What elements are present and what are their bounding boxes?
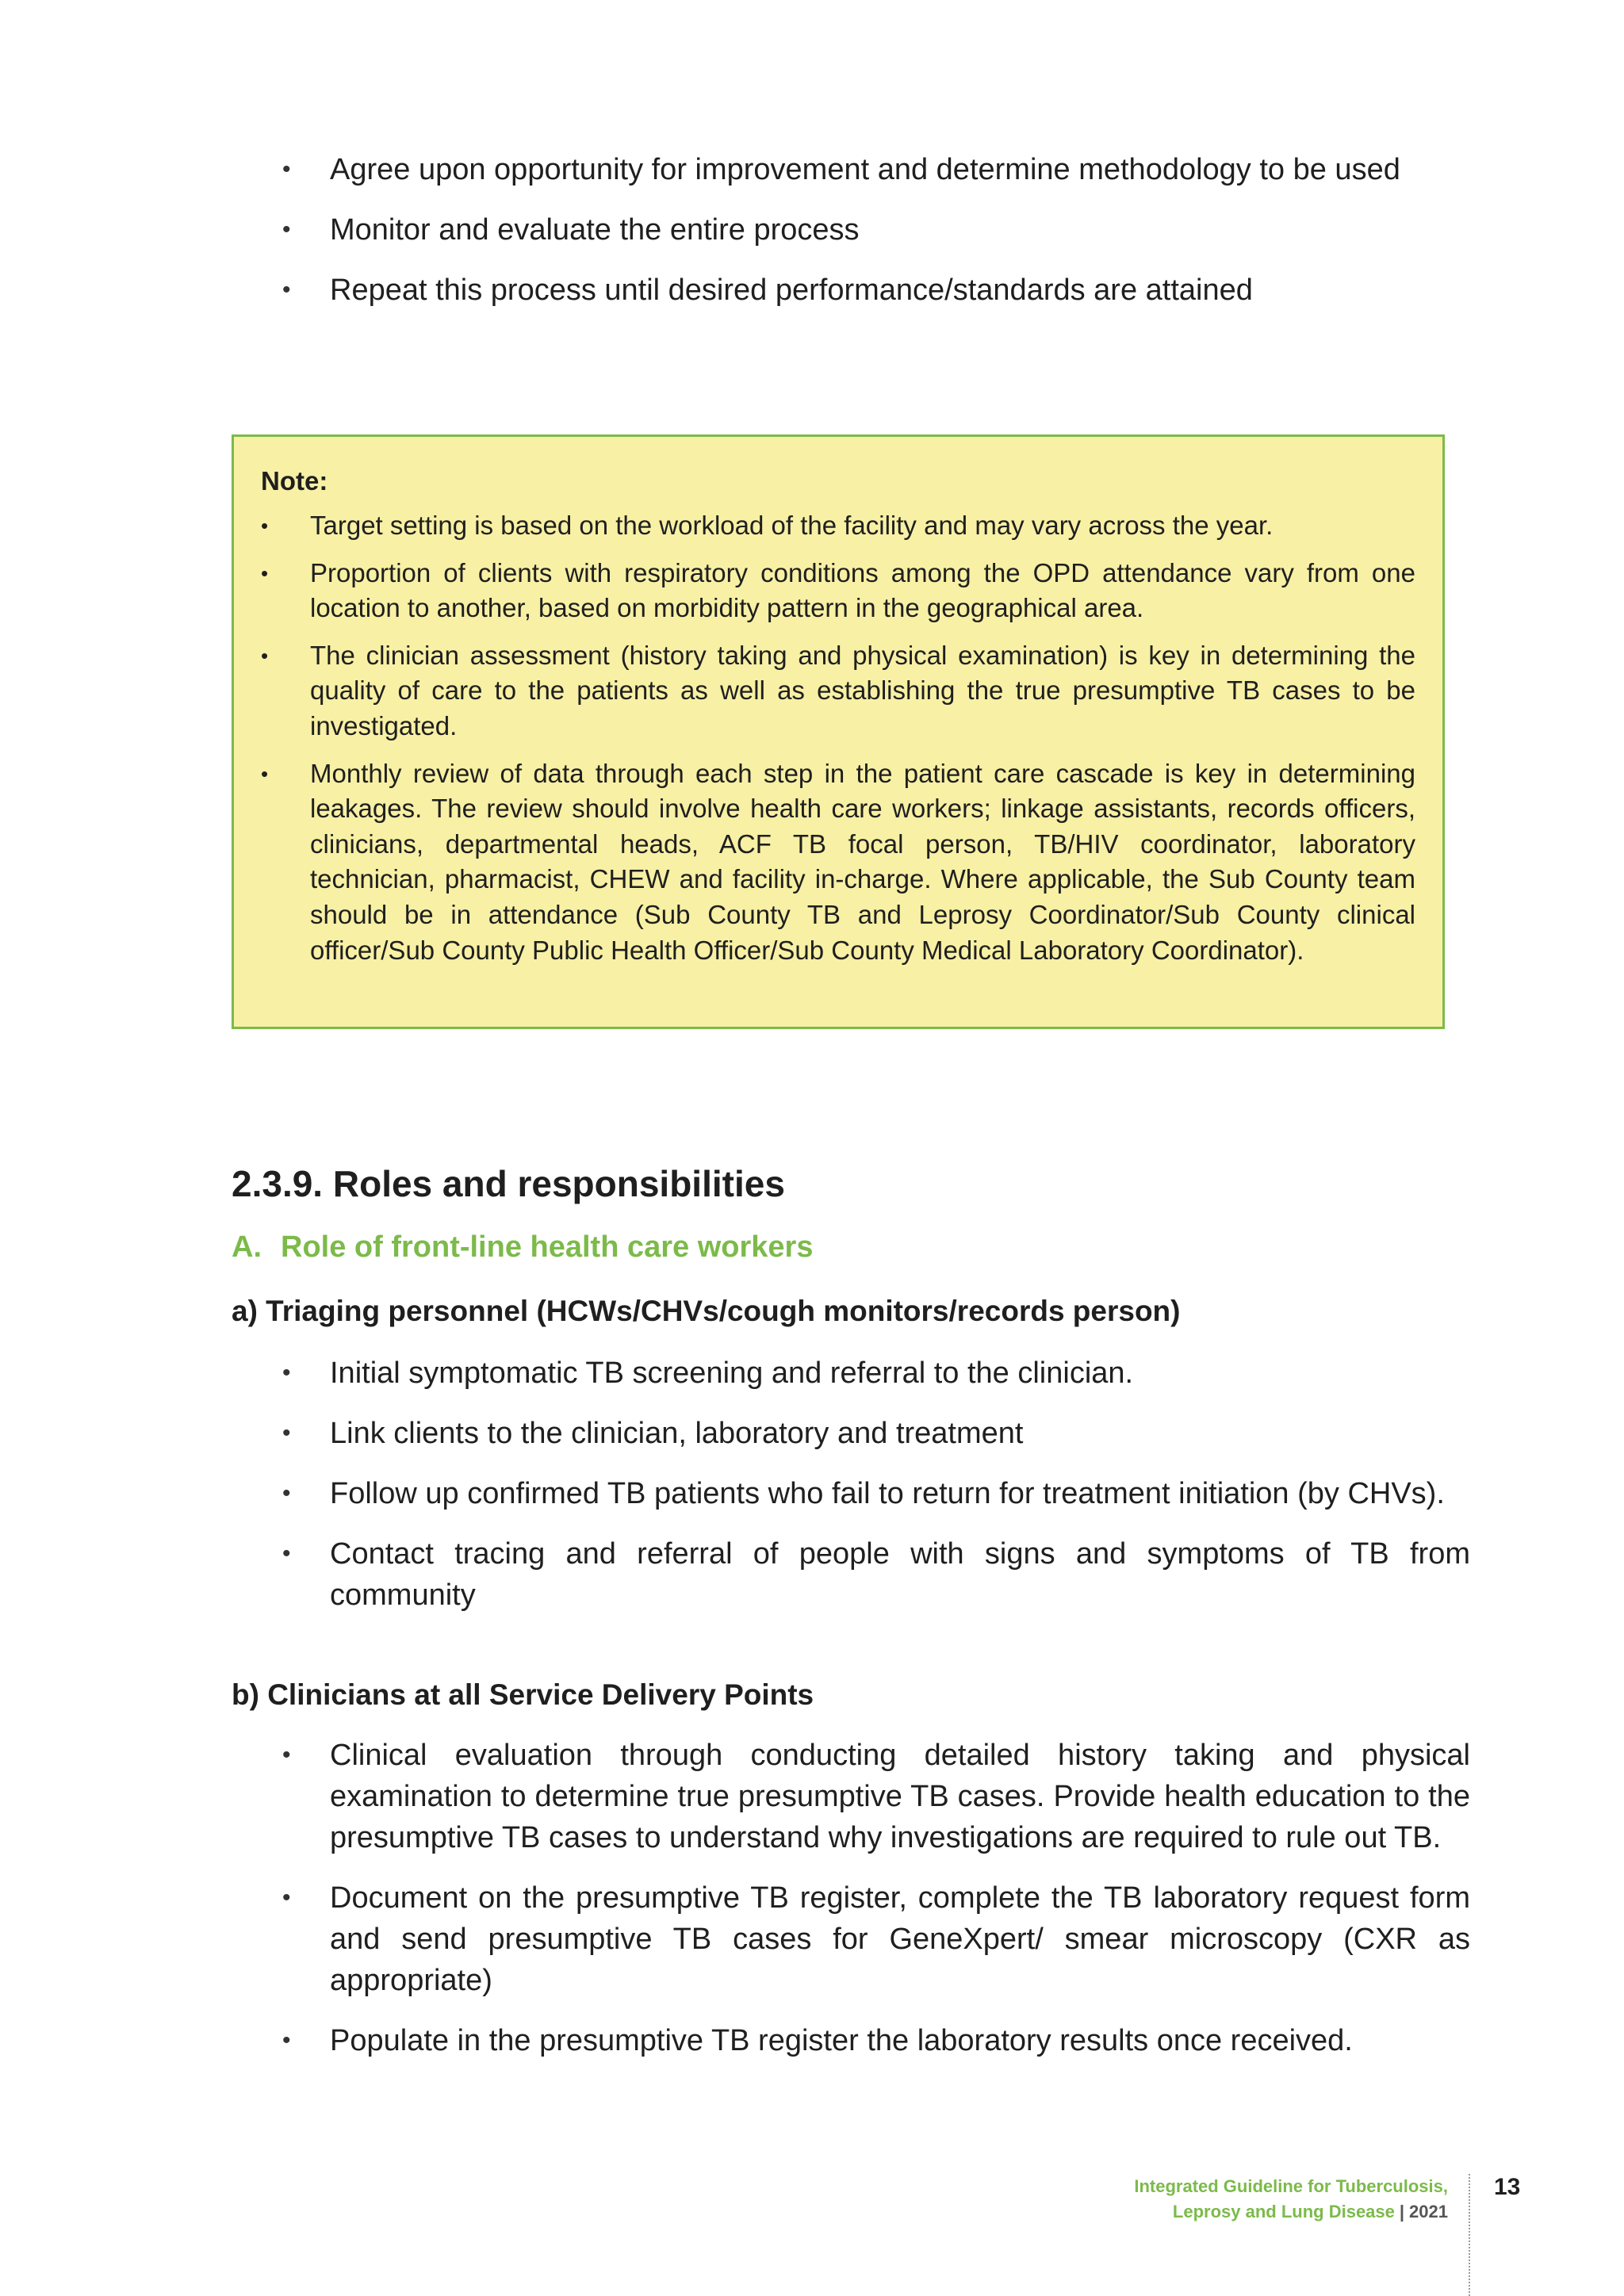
page-number: 13 bbox=[1494, 2174, 1521, 2200]
note-title: Note: bbox=[261, 466, 328, 496]
bullet-icon: • bbox=[282, 1885, 291, 1911]
note-item: • Target setting is based on the workload of the facility and may vary across the year. bbox=[261, 508, 1415, 544]
bullet-icon: • bbox=[261, 561, 269, 585]
list-item: • Populate in the presumptive TB register the laboratory results once received. bbox=[276, 2020, 1470, 2061]
group-title-clinicians: b) Clinicians at all Service Delivery Points bbox=[232, 1678, 814, 1711]
list-item: • Clinical evaluation through conducting detailed history taking and physical examination to determine true presumptive TB cases. Provide health education to the presumptive TB cases to understand why investigations are required to rule out TB. bbox=[276, 1735, 1470, 1858]
list-item: • Initial symptomatic TB screening and referral to the clinician. bbox=[276, 1353, 1470, 1394]
bullet-icon: • bbox=[261, 514, 269, 538]
sub-heading-text: Role of front-line health care workers bbox=[281, 1230, 814, 1264]
list-item: • Monitor and evaluate the entire process bbox=[276, 209, 1470, 251]
list-item: • Document on the presumptive TB register, complete the TB laboratory request form and send presumptive TB cases for GeneXpert/ smear microscopy (CXR as appropriate) bbox=[276, 1877, 1470, 2001]
footer-divider bbox=[1469, 2174, 1470, 2296]
section-heading: 2.3.9. Roles and responsibilities bbox=[232, 1163, 785, 1204]
note-list bbox=[261, 508, 1415, 968]
note-item: • Monthly review of data through each step in the patient care cascade is key in determining leakages. The review should involve health care workers; linkage assistants, records officers, clinicians, departmental heads, ACF TB focal person, TB/HIV coordinator, laboratory technician, pharmacist, CHEW and facility in-charge. Where applicable, the Sub County team should be in attendance (Sub County TB and Leprosy Coordinator/Sub County clinical officer/Sub County Public Health Officer/Sub County Medical Laboratory Coordinator). bbox=[261, 756, 1415, 969]
bullet-icon: • bbox=[282, 2027, 291, 2053]
bullet-icon: • bbox=[282, 1360, 291, 1386]
footer-title-line2: Leprosy and Lung Disease | 2021 bbox=[1172, 2202, 1448, 2221]
bullet-icon: • bbox=[282, 216, 291, 243]
list-item: • Agree upon opportunity for improvement and determine methodology to be used bbox=[276, 149, 1470, 190]
list-item: • Contact tracing and referral of people with signs and symptoms of TB from community bbox=[276, 1533, 1470, 1616]
group-title-triaging: a) Triaging personnel (HCWs/CHVs/cough monitors/records person) bbox=[232, 1295, 1181, 1327]
running-footer bbox=[952, 2174, 1448, 2225]
bullet-icon: • bbox=[261, 761, 269, 786]
bullet-icon: • bbox=[261, 643, 269, 668]
list-item: • Follow up confirmed TB patients who fail to return for treatment initiation (by CHVs). bbox=[276, 1473, 1470, 1514]
clinicians-list bbox=[276, 1735, 1470, 2080]
bullet-icon: • bbox=[282, 277, 291, 303]
bullet-icon: • bbox=[282, 1742, 291, 1768]
footer-separator: | bbox=[1399, 2202, 1405, 2221]
triaging-list bbox=[276, 1353, 1470, 1635]
bullet-icon: • bbox=[282, 1540, 291, 1567]
sub-heading-letter: A. bbox=[232, 1230, 262, 1264]
note-item: • Proportion of clients with respiratory conditions among the OPD attendance vary from one location to another, based on morbidity pattern in the geographical area. bbox=[261, 556, 1415, 626]
note-item: • The clinician assessment (history taking and physical examination) is key in determining the quality of care to the patients as well as establishing the true presumptive TB cases to be investigated. bbox=[261, 638, 1415, 744]
footer-year: 2021 bbox=[1409, 2202, 1448, 2221]
sub-heading bbox=[232, 1230, 813, 1265]
list-item: • Link clients to the clinician, laboratory and treatment bbox=[276, 1413, 1470, 1454]
bullet-icon: • bbox=[282, 1480, 291, 1506]
bullet-icon: • bbox=[282, 1420, 291, 1446]
note-box bbox=[232, 434, 1445, 1029]
bullet-icon: • bbox=[282, 156, 291, 182]
list-item: • Repeat this process until desired performance/standards are attained bbox=[276, 270, 1470, 311]
footer-title-line1: Integrated Guideline for Tuberculosis, bbox=[1134, 2176, 1448, 2196]
top-bullet-list bbox=[276, 149, 1470, 330]
